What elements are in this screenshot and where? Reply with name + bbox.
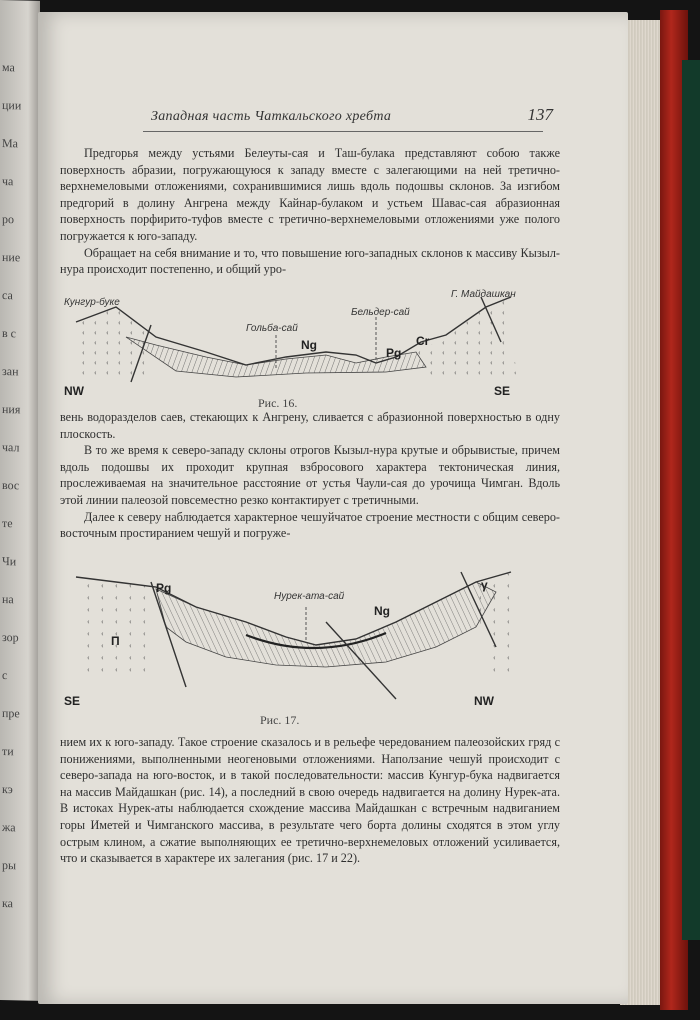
label-gamma: γ — [481, 578, 488, 592]
basement-right — [416, 297, 516, 377]
label-p: П — [111, 634, 120, 648]
figure-16 — [56, 277, 526, 407]
facing-page-fragment: в с — [2, 326, 16, 341]
facing-page-fragment: ры — [2, 858, 17, 873]
running-title: Западная часть Чаткальского хребта — [151, 109, 392, 124]
facing-page-fragment: ча — [2, 174, 14, 189]
label-right-peak: Г. Майдашкан — [451, 289, 516, 300]
label-valley-1: Гольба-сай — [246, 323, 298, 334]
text-block-2 — [60, 409, 560, 542]
figure-16-caption: Рис. 16. — [258, 396, 298, 410]
label-ng: Ng — [301, 338, 317, 352]
book-cover-green — [682, 60, 700, 940]
label-dir-right: NW — [474, 694, 494, 708]
label-pg: Pg — [156, 581, 172, 595]
paragraph: вень водоразделов саев, стекающих к Ангрену, сливается с абразионной поверхностью в одну плоскость. — [60, 410, 560, 441]
label-dir-left: NW — [64, 384, 84, 398]
label-cr: Cr — [416, 334, 430, 348]
text-block-1 — [60, 145, 560, 278]
facing-page-fragment: с — [2, 668, 8, 683]
facing-page-edge — [0, 0, 40, 1001]
figure-16-cross-section — [56, 277, 526, 407]
facing-page-fragment: ние — [2, 250, 21, 265]
facing-page-fragment: ти — [2, 744, 14, 759]
text-block-3 — [60, 734, 560, 867]
facing-page-fragment: пре — [2, 706, 20, 721]
label-left-peak: Кунгур-буке — [64, 297, 120, 308]
facing-page-fragment: ка — [2, 896, 13, 911]
facing-page-fragment: чал — [2, 440, 20, 455]
facing-page-fragment: ро — [2, 212, 14, 227]
facing-page-fragment: кэ — [2, 782, 13, 797]
paragraph: Обращает на себя внимание и то, что повышение юго-западных склонов к массиву Кызыл-нура происходит постепенно, и общий уро- — [60, 245, 560, 277]
facing-page-fragment: вос — [2, 478, 20, 493]
facing-page-fragment: зан — [2, 364, 19, 379]
paragraph: В то же время к северо-западу склоны отрогов Кызыл-нура крутые и обрывистые, причем вдоль подошвы их проходит крупная взбросового характера тектоническая линия, прослеживаемая на значительное расстояние от устья Чаули-сая до урочища Чимган. Вдоль этой линии палеозой повсеместно резко контактирует с третичными. — [60, 443, 560, 507]
page-number: 137 — [527, 105, 553, 124]
label-dir-left: SE — [64, 694, 81, 708]
figure-17-cross-section — [56, 567, 526, 712]
label-valley-2: Бельдер-сай — [351, 307, 410, 318]
label-valley: Нурек-ата-сай — [274, 591, 345, 602]
facing-page-fragment: на — [2, 592, 14, 607]
facing-page-fragment: те — [2, 516, 13, 531]
facing-page-fragment: жа — [2, 820, 16, 835]
figure-17-caption: Рис. 17. — [260, 713, 300, 727]
facing-page-fragment: Ма — [2, 136, 18, 151]
facing-page-fragment: ния — [2, 402, 21, 417]
paragraph: Далее к северу наблюдается характерное чешуйчатое строение местности с общим северо-восточным простиранием чешуй и погруже- — [60, 509, 560, 541]
book-page — [38, 12, 628, 1004]
figure-17 — [56, 567, 526, 712]
paragraph: Предгорья между устьями Белеуты-сая и Таш-булака представляют собою также поверхность абразии, погружающуюся к западу вместе с залегающими на ней третично-верхнемеловыми отложениями, сохранившимися лишь вдоль подошвы склонов. За изгибом предгорий в долину Ангрена между Кайнар-булаком и устьем Шавас-сая абразионная поверхность порфирито-туфов вместе с третично-верхнемеловыми отложениями уже полого погружается к юго-западу. — [60, 146, 560, 243]
label-ng: Ng — [374, 604, 390, 618]
paragraph: нием их к юго-западу. Такое строение сказалось и в рельефе чередованием палеозойских гряд с понижениями, выполненными неогеновыми отложениями. Наползание чешуй происходит с северо-запада на юго-восток, и в такой последовательности: массив Кунгур-бука надвигается на массив Майдашкан (рис. 14), а последний в свою очередь надвигается на долину Нурек-ата. В истоках Нурек-аты наблюдается схождение массива Майдашкан с встречным надвиганием горы Иметей и Чимганского массива, в результате чего борта долины сходятся в этом углу острым клином, а сжатие выполняющих ее третично-верхнемеловых отложений усиливается, что и сказывается в характере их залегания (рис. 17 и 22). — [60, 735, 560, 866]
basement-left — [76, 577, 156, 677]
facing-page-fragment: са — [2, 288, 13, 303]
running-head — [143, 105, 553, 132]
label-dir-right: SE — [494, 384, 511, 398]
facing-page-fragment: ма — [2, 60, 15, 75]
label-pg: Pg — [386, 346, 402, 360]
facing-page-fragment: зор — [2, 630, 19, 645]
facing-page-fragment: Чи — [2, 554, 17, 569]
facing-page-fragment: ции — [2, 98, 22, 113]
